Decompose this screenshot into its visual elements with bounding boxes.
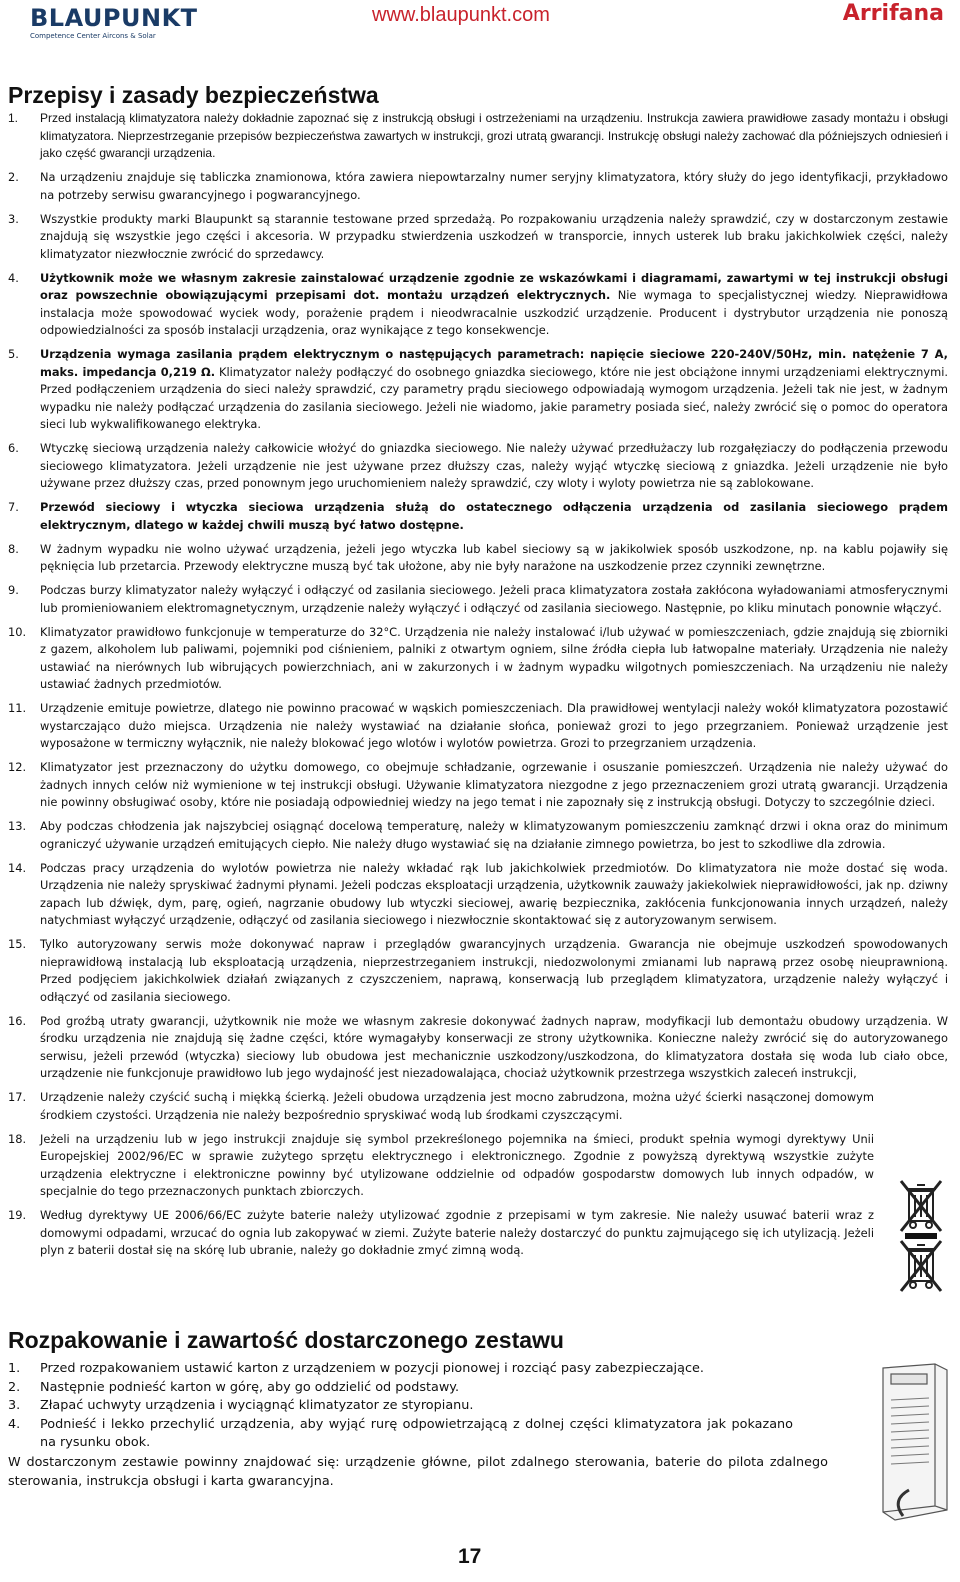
item-number: 6. <box>8 441 19 455</box>
item-number: 3. <box>8 1398 21 1413</box>
item-text: Pod groźbą utraty gwarancji, użytkownik nie może we własnym zakresie dokonywać żadnych napraw, modyfikacji lub demontażu obudowy urządzenia. W środku urządzenia nie znajdują się żadne części, które wymagałyby konserwacji ze strony użytkownika. Konieczne należy zwrócić się do autoryzowanego serwisu, jeżeli przewód (wtyczka) sieciowy lub obudowa jest mechanicznie uszkodzony/uszkodzona, do klimatyzatora dostała się woda lub ciało obce, urządzenie nie funkcjonuje prawidłowo lub jego wydajność jest niezadowalająca, chociaż użytkownik przestrzega wszystkich zaleceń instrukcji, <box>40 1013 948 1080</box>
item-text: Wtyczkę sieciową urządzenia należy całkowicie włożyć do gniazdka sieciowego. Nie należy używać przedłużaczy lub rozgałęziaczy do podłączenia przewodu sieciowego klimatyzatora. Jeżeli urządzenie nie jest używane przez dłuższy czas, należy wyjąć wtyczkę sieciową z gniazdka. Jeżeli urządzenie nie było używane przez dłuższy czas, przed ponownym jego uruchomieniem należy sprawdzić, czy wloty i wyloty powietrza nie są zablokowane. <box>40 441 948 490</box>
item-number: 12. <box>8 760 27 774</box>
item-number: 19. <box>8 1208 27 1222</box>
list-item <box>8 169 948 204</box>
item-number: 16. <box>8 1013 27 1028</box>
item-text: Klimatyzator prawidłowo funkcjonuje w temperaturze do 32°C. Urządzenia nie należy instalować i/lub używać w pomieszczeniach, gdzie znajdują się zbiorniki z gazem, alkoholem lub paliwami, pojemniki pod ciśnieniem, palniki z otwartym ogniem, silne źródła ciepła lub łatwopalne materiały. Urządzenia nie należy ustawiać na nierównych lub wibrujących powierzchniach, ani w zakurzonych i w żadnym wypadku wilgotnych pomieszczeniach. Na urządzeniu nie należy ustawiać żadnych przedmiotów. <box>40 624 948 691</box>
item-text: Nie wymaga to specjalistycznej wiedzy. Nieprawidłowa instalacja może spowodować wyciek wody, porażenie prądem i nieodwracalnie uszkodzić urządzenie. Producent i dystrybutor urządzenia nie ponoszą odpowiedzialności za sposób instalacji urządzenia, oraz wynikające z tego konsekwencje. <box>40 288 948 337</box>
list-item <box>8 1131 948 1201</box>
page-header <box>0 0 960 50</box>
item-text: Na urządzeniu znajduje się tabliczka znamionowa, która zawiera niepowtarzalny numer seryjny klimatyzatora, który służy do jego identyfikacji, przykładowo na potrzeby serwisu gwarancyjnego i pogwarancyjnego. <box>40 170 948 202</box>
list-item <box>8 1207 948 1260</box>
unpacking-list <box>8 1360 948 1453</box>
model-name: Arrifana <box>842 1 944 26</box>
item-number: 18. <box>8 1131 27 1146</box>
item-text: Urządzenie należy czyścić suchą i miękką ścierką. Jeżeli obudowa urządzenia jest mocno zabrudzona, można użyć ścierki nasączonej domowym środkiem czystości. Urządzenia nie należy bezpośrednio spryskiwać wodą lub środkami czyszczącymi. <box>40 1090 874 1122</box>
item-number: 10. <box>8 624 27 639</box>
item-number: 4. <box>8 270 19 285</box>
item-text: Przed instalacją klimatyzatora należy dokładnie zapoznać się z instrukcją obsługi i ostrzeżeniami na urządzeniu. Instrukcja zawiera prawidłowe zasady montażu i obsługi klimatyzatora. Nieprzestrzeganie przepisów bezpieczeństwa zawartych w instrukcji, grozi utratą gwarancji. Instrukcję obsługi należy zachować dla późniejszych odniesień i jako część gwarancji urządzenia. <box>40 111 948 160</box>
unpacking-heading: Rozpakowanie i zawartość dostarczonego zestawu <box>8 1327 564 1353</box>
list-item <box>8 936 948 1006</box>
list-item <box>8 624 948 694</box>
list-item <box>8 270 948 340</box>
item-text: Złapać uchwyty urządzenia i wyciągnąć klimatyzator ze styropianu. <box>40 1398 474 1413</box>
item-number: 4. <box>8 1416 21 1432</box>
item-text: Wszystkie produkty marki Blaupunkt są starannie testowane przed sprzedażą. Po rozpakowaniu urządzenia należy sprawdzić, czy w dostarczonym zestawie znajdują się wszystkie jego części i akcesoria. W przypadku stwierdzenia uszkodzeń w transporcie, innych usterek lub braku jakichkolwiek części, należy klimatyzator niezwłocznie zwrócić do sprzedawcy. <box>40 211 948 261</box>
item-text: Jeżeli na urządzeniu lub w jego instrukcji znajduje się symbol przekreślonego pojemnika na śmieci, produkt spełnia wymogi dyrektywy Unii Europejskiej 2002/96/EC w sprawie zużytego sprzętu elektrycznego i elektronicznego. Zgodnie z powyższą dyrektywą wszystkie zużyte urządzenia elektryczne i elektroniczne powinny być utylizowane oddzielnie od odpadów gospodarstw domowych lub innych odpadów, w specjalnie do tego przeznaczonych punktach zbiorczych. <box>40 1131 874 1198</box>
list-item <box>8 211 948 264</box>
safety-list <box>8 110 948 1266</box>
item-number: 7. <box>8 500 19 514</box>
item-emphasis: Użytkownik może we własnym zakresie zainstalować urządzenie zgodnie ze wskazówkami i diagramami, zawartymi w tej instrukcji obsługi oraz powszechnie obowiązującymi przepisami dot. montażu urządzeń elektrycznych. <box>40 270 948 302</box>
item-text: Urządzenie emituje powietrze, dlatego nie powinno pracować w wąskich pomieszczeniach. Dla prawidłowej wentylacji należy wokół klimatyzatora pozostawić wystarczająco dużo miejsca. Urządzenia nie należy wystawiać na działanie słońca, ponieważ grozi to jego przegrzaniem. Ponieważ urządzenie jest wyposażone w termiczny wyłącznik, nie należy blokować jego wlotów i wylotów powietrza. Grozi to przegrzaniem urządzenia. <box>40 701 948 750</box>
item-number: 3. <box>8 211 19 226</box>
list-item <box>8 1397 793 1416</box>
logo-wordmark: BLAUPUNKT <box>30 4 198 32</box>
safety-heading: Przepisy i zasady bezpieczeństwa <box>8 82 379 108</box>
page-number: 17 <box>458 1545 482 1568</box>
list-item <box>8 1416 793 1453</box>
list-item <box>8 346 948 434</box>
list-item <box>8 1360 793 1379</box>
list-item <box>8 860 948 930</box>
list-item <box>8 818 948 853</box>
item-text: Podczas burzy klimatyzator należy wyłączyć i odłączyć od zasilania sieciowego. Jeżeli praca klimatyzatora została zakłócona wyładowaniami atmosferycznymi lub promieniowaniem elektromagnetycznym, urządzenie należy wyłączyć i odłączyć od zasilania sieciowego. Następnie, po kliku minutach ponownie włączyć. <box>40 583 948 615</box>
item-number: 2. <box>8 170 19 184</box>
item-text: Podnieść i lekko przechylić urządzenia, aby wyjąć rurę odpowietrzającą z dolnej części klimatyzatora jak pokazano na rysunku obok. <box>40 1416 793 1450</box>
list-item <box>8 759 948 812</box>
blaupunkt-logo <box>30 4 220 44</box>
item-text: Przed rozpakowaniem ustawić karton z urządzeniem w pozycji pionowej i rozciąć pasy zabezpieczające. <box>40 1361 704 1376</box>
item-text: W żadnym wypadku nie wolno używać urządzenia, jeżeli jego wtyczka lub kabel sieciowy są w jakikolwiek sposób uszkodzone, np. na kablu pojawiły się pęknięcia lub przetarcia. Przewody elektryczne muszą być tak ułożone, aby nie były narażone na uszkodzenie przez czynniki zewnętrzne. <box>40 541 948 573</box>
item-number: 15. <box>8 937 27 951</box>
list-item <box>8 440 948 493</box>
list-item <box>8 1089 948 1124</box>
item-text: Podczas pracy urządzenia do wylotów powietrza nie należy wkładać rąk lub jakichkolwiek przedmiotów. Do klimatyzatora nie może dostać się woda. Urządzenia nie należy spryskiwać żadnymi płynami. Jeżeli podczas eksploatacji urządzenia, użytkownik zauważy jakiekolwiek nieprawidłowości, jak np. dziwny zapach lub dźwięk, dym, parę, ogień, nagrzanie obudowy lub wtyczki sieciowej, awarię bezpiecznika, zakłócenia funkcjonowania innych urządzeń, należy natychmiast wyłączyć urządzenie, odłączyć od zasilania sieciowego i niezwłocznie skontaktować się z autoryzowanym serwisem. <box>40 860 948 927</box>
item-text: Aby podczas chłodzenia jak najszybciej osiągnąć docelową temperaturę, należy w klimatyzowanym pomieszczeniu zamknąć drzwi i okna oraz do minimum ograniczyć używanie urządzeń emitujących ciepło. Nie należy długo wystawiać się na działanie zimnego powietrza, bo jest to szkodliwe dla zdrowia. <box>40 819 948 851</box>
item-text: Klimatyzator jest przeznaczony do użytku domowego, co obejmuje schładzanie, ogrzewanie i osuszanie pomieszczeń. Urządzenia nie należy używać do żadnych innych celów niż wymienione w tej instrukcji obsługi. Używanie klimatyzatora niezgodne z jego przeznaczeniem grozi utratą gwarancji. Urządzenia nie powinny obsługiwać osoby, które nie posiadają odpowiedniej wiedzy na jego temat i nie zapoznały się z instrukcją obsługi. Dotyczy to szczególnie dzieci. <box>40 760 948 809</box>
item-text: Klimatyzator należy podłączyć do osobnego gniazdka sieciowego, które nie jest obciążone innymi urządzeniami elektrycznymi. Przed podłączeniem urządzenia do sieci należy sprawdzić, czy parametry prądu sieciowego odpowiadają wymogom urządzenia. Jeżeli tak nie jest, w żadnym wypadku nie należy podłączać urządzenia do zasilania sieciowego. Jeżeli nie wiadomo, jakie parametry posiada sieć, należy zwrócić się o pomoc do operatora sieci lub wykwalifikowanego elektryka. <box>40 364 948 431</box>
website-link[interactable]: www.blaupunkt.com <box>372 4 550 26</box>
item-number: 17. <box>8 1090 27 1104</box>
crossed-bin-icon <box>893 1175 949 1241</box>
item-number: 11. <box>8 701 27 715</box>
air-conditioner-illustration <box>873 1360 955 1525</box>
crossed-battery-bin-icon <box>893 1235 949 1301</box>
logo-tagline: Competence Center Aircons & Solar <box>30 32 156 40</box>
item-number: 9. <box>8 583 19 597</box>
list-item <box>8 1379 793 1398</box>
list-item <box>8 700 948 753</box>
package-contents-text: W dostarczonym zestawie powinny znajdować się: urządzenie główne, pilot zdalnego sterowania, baterie do pilota zdalnego sterowania, instrukcja obsługi i karta gwarancyjna. <box>8 1455 828 1489</box>
list-item <box>8 541 948 576</box>
item-number: 2. <box>8 1379 21 1395</box>
item-number: 1. <box>8 1361 21 1376</box>
item-number: 1. <box>8 111 19 125</box>
item-text: Według dyrektywy UE 2006/66/EC zużyte baterie należy utylizować zgodnie z przepisami w tym zakresie. Nie należy usuwać baterii wraz z domowymi odpadami, wrzucać do ognia lub zakopywać w ziemi. Zużyte baterie należy dostarczyć do punktu zajmującego się ich utylizacją. Jeżeli plyn z baterii dostał się na skórę lub ubranie, należy go dokładnie zmyć zimną wodą. <box>40 1208 874 1257</box>
item-number: 8. <box>8 541 19 556</box>
item-emphasis: Przewód sieciowy i wtyczka sieciowa urządzenia służą do ostatecznego odłączenia urządzenia od zasilania sieciowego prądem elektrycznym, dlatego w każdej chwili muszą być łatwo dostępne. <box>40 500 948 532</box>
item-emphasis: Urządzenia wymaga zasilania prądem elektrycznym o następujących parametrach: napięcie sieciowe 220-240V/50Hz, min. natężenie 7 A, maks. impedancja 0,219 Ω. <box>40 347 948 379</box>
list-item <box>8 582 948 617</box>
item-number: 5. <box>8 347 19 361</box>
item-number: 14. <box>8 860 27 875</box>
list-item <box>8 499 948 534</box>
item-number: 13. <box>8 819 27 833</box>
list-item <box>8 1013 948 1083</box>
item-text: Następnie podnieść karton w górę, aby go oddzielić od podstawy. <box>40 1379 460 1395</box>
item-text: Tylko autoryzowany serwis może dokonywać napraw i przeglądów gwarancyjnych urządzenia. Gwarancja nie obejmuje uszkodzeń spowodowanych nieprawidłową instalacją lub eksploatacją urządzenia, nieprzestrzeganiem instrukcji, niedozwolonymi zmianami lub naprawą przez osobę nieuprawnioną. Przed podjęciem jakichkolwiek działań związanych z czyszczeniem, naprawą, konserwacją lub przeglądem klimatyzatora, urządzenie należy wyłączyć i odłączyć od zasilania sieciowego. <box>40 937 948 1004</box>
list-item <box>8 110 948 163</box>
